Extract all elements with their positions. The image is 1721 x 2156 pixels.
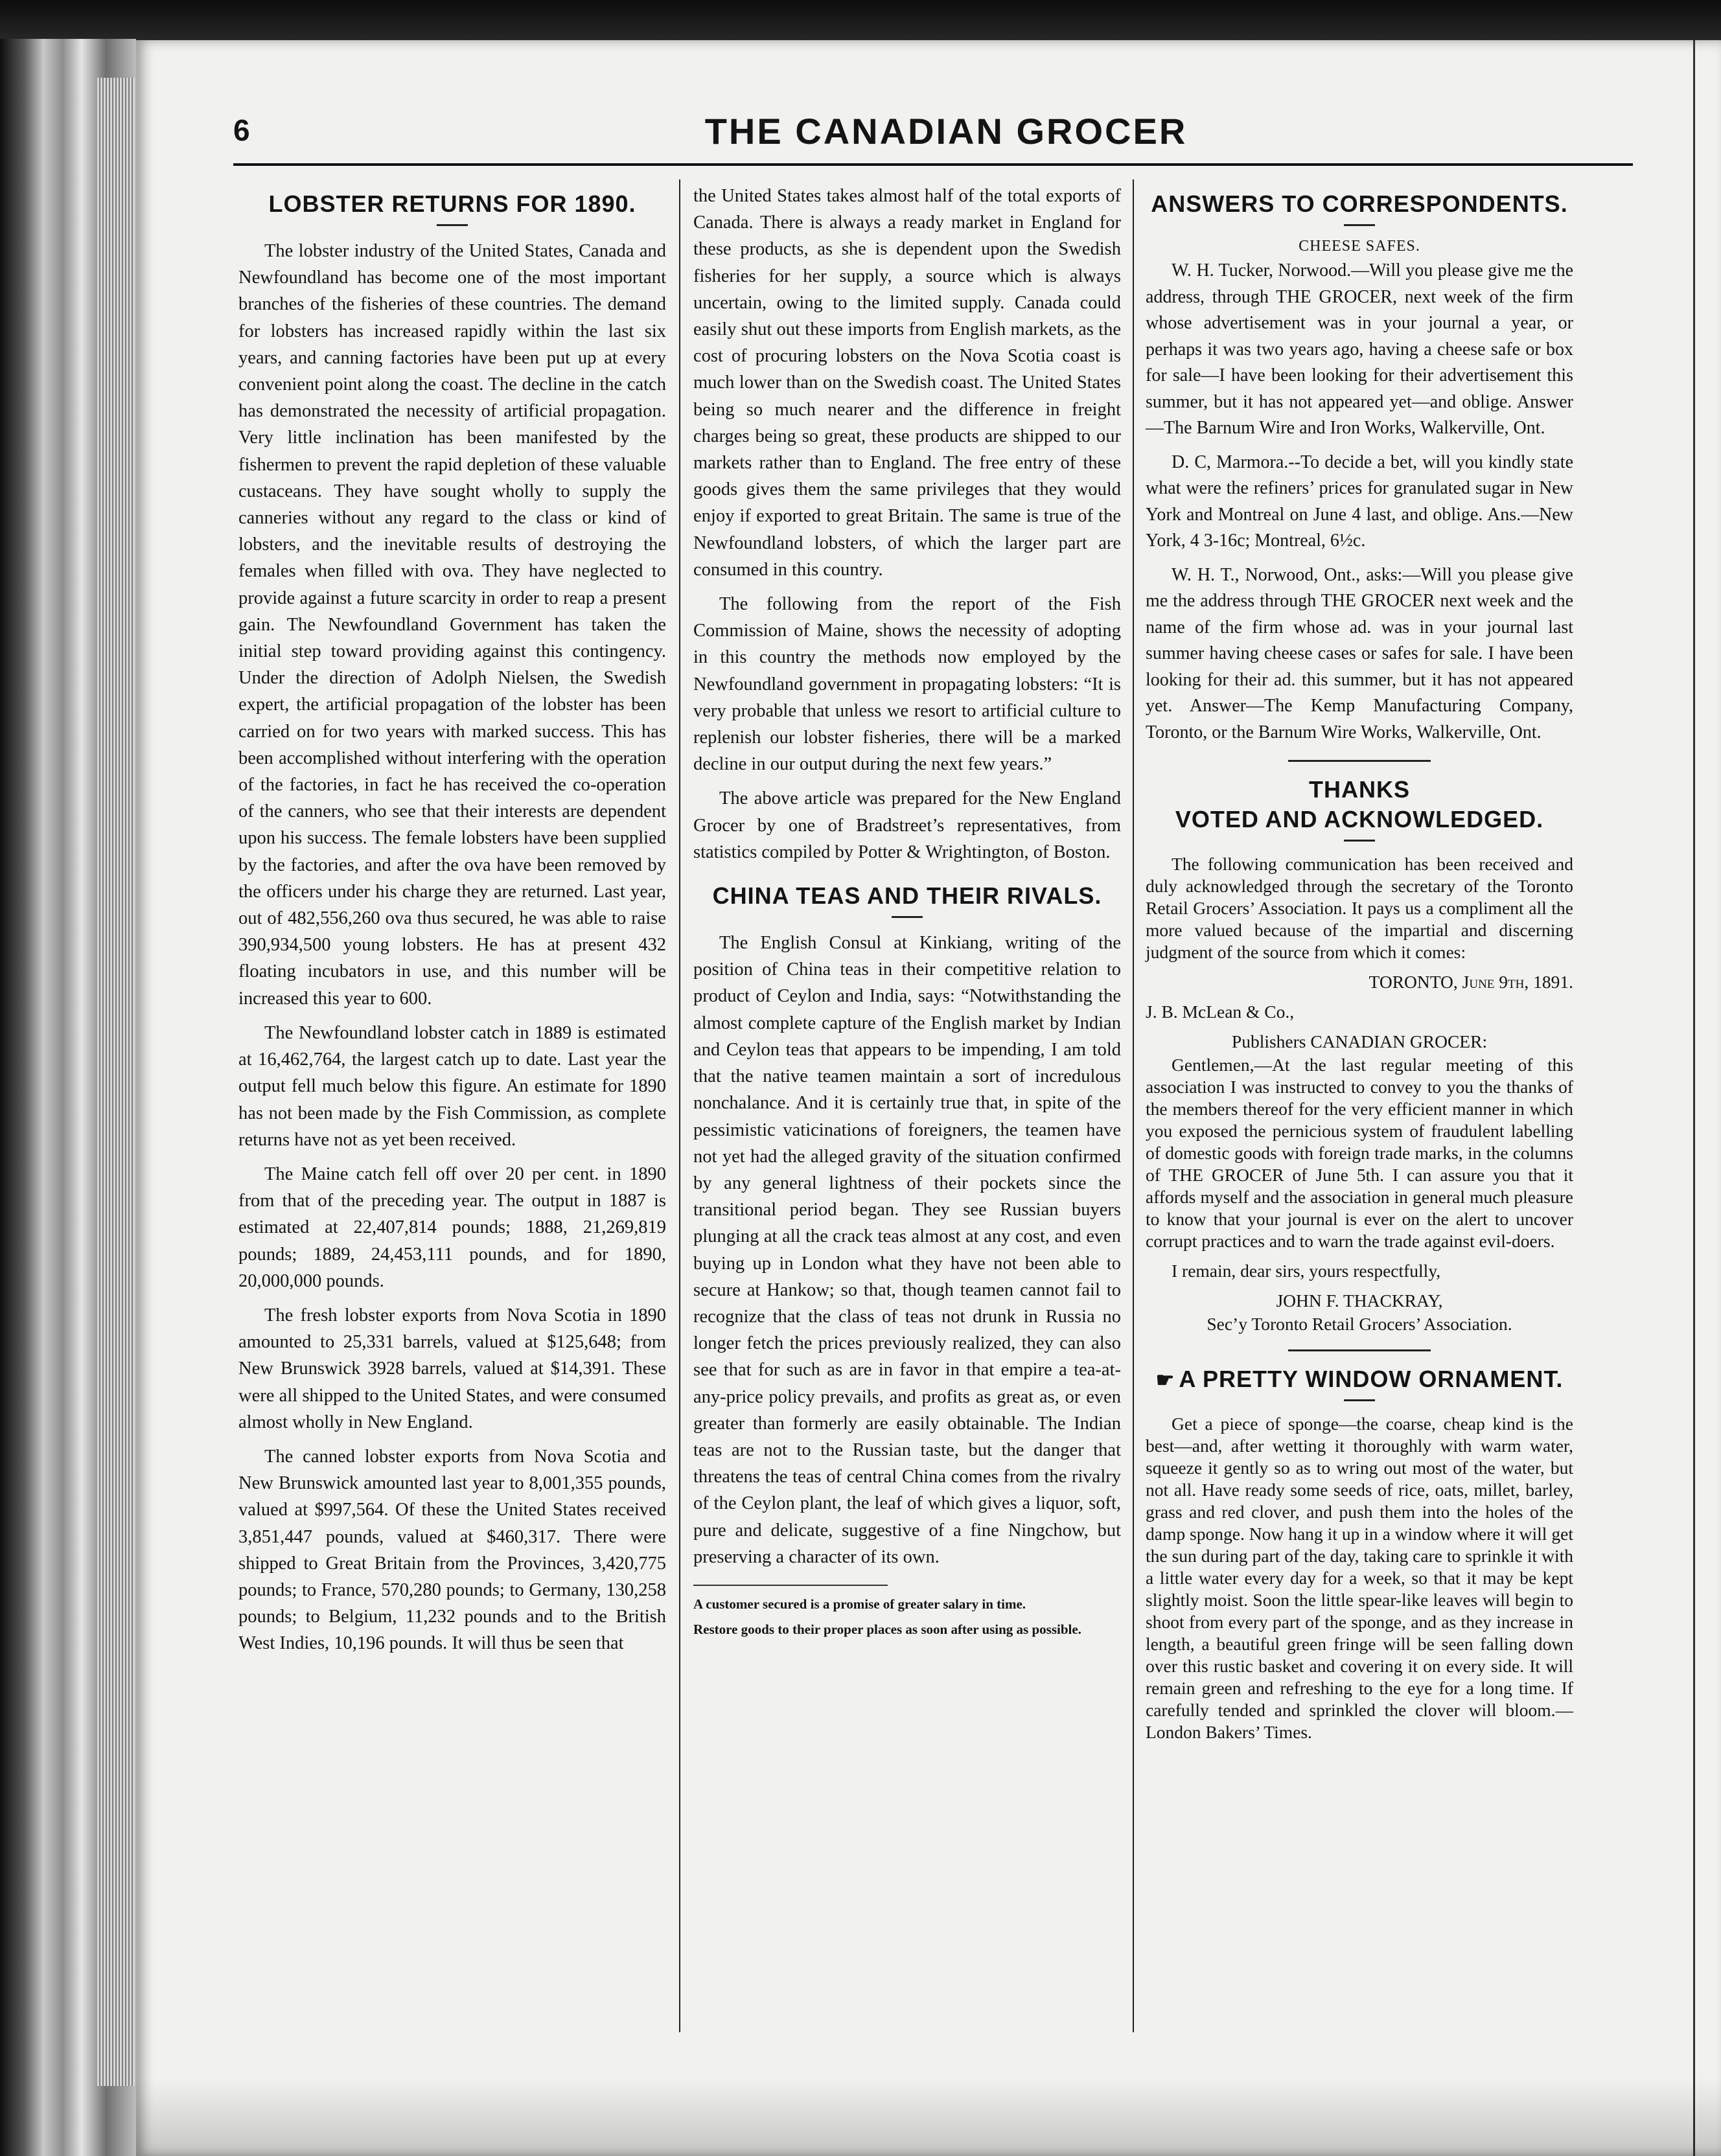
article-title-lobster: LOBSTER RETURNS FOR 1890. bbox=[268, 190, 636, 217]
page-shadow bbox=[136, 2078, 1721, 2156]
article-paragraph: The following communication has been received and duly acknowledged through the secretary of the Toronto Retail Grocers’ Association. It pays us a compliment all the more valued because of the impartial and discerning judgment of the source from which it comes: bbox=[1146, 854, 1573, 962]
article-title-china-teas: CHINA TEAS AND THEIR RIVALS. bbox=[712, 882, 1102, 910]
letter-addressee: J. B. McLean & Co., bbox=[1146, 1002, 1295, 1022]
letter-body: Gentlemen,—At the last regular meeting of this association I was instructed to convey to you the thanks of the members thereof for the very efficient manner in which you exposed the pernicious system of fraudulent labelling of domestic goods with foreign trade marks, in the columns of THE GROCER of June 5th. I can assure you that it affords myself and the association in general much pleasure to know that your journal is ever on the alert to uncover corrupt practices and to warn the trade against evil-doers. bbox=[1146, 1055, 1573, 1251]
masthead-title: THE CANADIAN GROCER bbox=[704, 111, 1188, 152]
scan-border bbox=[0, 0, 1721, 45]
article-paragraph: The following from the report of the Fish Commission of Maine, shows the necessity of adopting in this country the methods now employed by the Newfoundland government in propagating lobsters: “It is very probable that unless we resort to artificial culture to replenish our lobster fisheries, there will be a marked decline in our output during the next few years.” bbox=[693, 594, 1121, 775]
title-dash bbox=[1344, 224, 1375, 226]
title-dash bbox=[1344, 840, 1375, 842]
letter-paragraph: W. H. Tucker, Norwood.—Will you please give me the address, through THE GROCER, next week of the firm whose advertisement was in your journal a year, or perhaps it was two years ago, having a cheese safe or box for sale—I have been looking for their advertisement this summer, but it has not appeared yet—and oblige. Answer—The Barnum Wire and Iron Works, Walkerville, Ont. bbox=[1146, 260, 1573, 438]
page-number: 6 bbox=[233, 113, 250, 147]
article-title-thanks: THANKS bbox=[1309, 776, 1410, 803]
header-rule bbox=[233, 163, 1633, 166]
letter-addressee-line2: Publishers CANADIAN GROCER: bbox=[1231, 1031, 1488, 1051]
title-dash bbox=[437, 224, 468, 226]
page-fold-line bbox=[1693, 40, 1695, 2156]
letter-paragraph: W. H. T., Norwood, Ont., asks:—Will you please give me the address through THE GROCER next week and the name of the firm whose ad. was in your journal last summer having cheese cases or safes for sale. I have been looking for their ad. this summer, but it has not appeared yet. Answer—The Kemp Manufacturing Company, Toronto, or the Barnum Wire Works, Walkerville, Ont. bbox=[1146, 564, 1573, 742]
article-title-answers: ANSWERS TO CORRESPONDENTS. bbox=[1151, 190, 1568, 217]
article-title-thanks-sub: VOTED AND ACKNOWLEDGED. bbox=[1175, 806, 1544, 832]
article-paragraph: The fresh lobster exports from Nova Scotia in 1890 amounted to 25,331 barrels, valued at $125,648; from New Brunswick 3928 barrels, valued at $14,391. These were all shipped to the United States, and were consumed almost wholly in New England. bbox=[238, 1305, 666, 1432]
article-title-window-text: A PRETTY WINDOW ORNAMENT. bbox=[1179, 1366, 1564, 1392]
letter-signature: JOHN F. THACKRAY, bbox=[1276, 1290, 1443, 1311]
section-rule bbox=[1288, 760, 1431, 762]
filler-note: A customer secured is a promise of greater salary in time. bbox=[693, 1596, 1026, 1612]
newspaper-page bbox=[136, 40, 1721, 2156]
title-dash bbox=[1344, 1399, 1375, 1401]
article-paragraph: The Newfoundland lobster catch in 1889 is estimated at 16,462,764, the largest catch up to date. Last year the output fell much below this figure. An estimate for 1890 has not been made by the Fish Commission, as complete returns have not as yet been received. bbox=[238, 1022, 666, 1150]
article-paragraph-continued: the United States takes almost half of the total exports of Canada. There is always a ready market in England for these products, as she is dependent upon the Swedish fisheries for her supply, a source which is always uncertain, owing to the limited supply. Canada could easily shut out these imports from English markets, as the cost of procuring lobsters on the Nova Scotia coast is much lower than on the Swedish coast. The United States being so much nearer and the difference in freight charges being so great, these products are shipped to our markets rather than to England. The free entry of these goods gives them the same privileges that they would enjoy if exported to great Britain. The same is true of the Newfoundland lobsters, of which the larger part are consumed in this country. bbox=[693, 186, 1121, 580]
article-paragraph: The Maine catch fell off over 20 per cent. in 1890 from that of the preceding year. The output in 1887 is estimated at 22,407,814 pounds; 1888, 21,269,819 pounds; 1889, 24,453,111 pounds, and for 1890, 20,000,000 pounds. bbox=[238, 1164, 666, 1291]
letter-closing: I remain, dear sirs, yours respectfully, bbox=[1172, 1261, 1441, 1281]
article-paragraph: The above article was prepared for the New England Grocer by one of Bradstreet’s representatives, from statistics compiled by Potter & Wrightington, of Boston. bbox=[693, 788, 1121, 862]
section-rule bbox=[1288, 1349, 1431, 1351]
column-1 bbox=[238, 183, 666, 1665]
pointing-hand-icon: ☛ bbox=[1155, 1368, 1175, 1392]
letter-signature-title: Sec’y Toronto Retail Grocers’ Association. bbox=[1207, 1314, 1512, 1334]
article-title-window bbox=[1146, 1366, 1573, 1393]
letter-paragraph: D. C, Marmora.--To decide a bet, will you kindly state what were the refiners’ prices for granulated sugar in New York and Montreal on June 4 last, and oblige. Ans.—New York, 4 3-16c; Montreal, 6½c. bbox=[1146, 452, 1573, 551]
article-paragraph: The English Consul at Kinkiang, writing of the position of China teas in their competitive relation to product of Ceylon and India, says: “Notwithstanding the almost complete capture of the English market by Indian and Ceylon teas that appears to be impending, I am told that the native teamen maintain a sort of incredulous nonchalance. And it is certainly true that, in spite of the pessimistic vaticinations of foreigners, the teamen have not yet had the alleged gravity of the situation confirmed by any general lightness of their pockets since the transitional period began. They see Russian buyers plunging at all the crack teas almost at any cost, and even buying up in London what they have not been able to secure at Hankow; so that, though teamen cannot fail to recognize that the class of teas not drunk in Russia no longer fetch the prices previously realized, they can also see that for such as are in favor in that empire a tea-at-any-price policy prevails, and profits as great as, or even greater than formerly are easily obtainable. The Indian teas are not to the Russian taste, but the danger that threatens the teas of central China comes from the rivalry of the Ceylon plant, the leaf of which gives a liquor, soft, pure and delicate, suggestive of a fine Ningchow, but preserving a character of its own. bbox=[693, 933, 1121, 1567]
filler-rule bbox=[693, 1585, 888, 1586]
title-dash bbox=[892, 916, 923, 918]
column-3 bbox=[1146, 183, 1573, 1751]
article-paragraph: The canned lobster exports from Nova Scotia and New Brunswick amounted last year to 8,001,355 pounds, valued at $997,564. Of these the United States received 3,851,447 pounds, valued at $460,317. There were shipped to Great Britain from the Provinces, 3,420,775 pounds; to France, 570,280 pounds; to Germany, 130,258 pounds; to Belgium, 11,232 pounds and to the British West Indies, 10,196 pounds. It will thus be seen that bbox=[238, 1446, 666, 1654]
filler-note: Restore goods to their proper places as soon after using as possible. bbox=[693, 1621, 1081, 1637]
column-divider bbox=[1133, 179, 1134, 2032]
letter-dateline: TORONTO, June 9th, 1891. bbox=[1369, 972, 1573, 992]
section-subtitle: CHEESE SAFES. bbox=[1299, 238, 1420, 255]
article-paragraph: The lobster industry of the United States, Canada and Newfoundland has become one of the most important branches of the fisheries of these countries. The demand for lobsters has increased rapidly within the last six years, and canning factories have been put up at every convenient point along the coast. The decline in the catch has demonstrated the necessity of artificial propagation. Very little inclination has been manifested by the fishermen to prevent the rapid depletion of these valuable custaceans. They have sought wholly to supply the canneries without any regard to the class or kind of lobsters, and the inevitable results of destroying the females when filled with ova. They have neglected to provide against a future scarcity in order to reap a present gain. The Newfoundland Government has taken the initial step toward providing against this contingency. Under the direction of Adolph Nielsen, the Swedish expert, the artificial propagation of the lobster has been carried on for two years with marked success. This has been accomplished without interfering with the operation of the factories, in fact he has received the co-operation of the canners, who see that their interests are dependent upon his success. The female lobsters have been supplied by the factories, and after the ova have been removed by the officers under his charge they are returned. Last year, out of 482,556,260 ova thus secured, he was able to raise 390,934,500 young lobsters. He has at present 432 floating incubators in use, and this number will be increased this year to 600. bbox=[238, 241, 666, 1009]
article-paragraph: Get a piece of sponge—the coarse, cheap kind is the best—and, after wetting it thoroughly with warm water, squeeze it gently so as to wring out most of the water, but not all. Have ready some seeds of rice, oats, millet, barley, grass and red clover, and push them into the holes of the damp sponge. Now hang it up in a window where it will get the sun during part of the day, taking care to sprinkle it with a little water every day for a week, so that it may be kept slightly moist. Soon the little spear-like leaves will begin to shoot from every part of the sponge, and as they increase in length, a beautiful green fringe will be seen falling down over this rustic basket and covering it on every side. It will remain green and refreshing to the eye for a long time. If carefully tended and sprinkled the clover will bloom.—London Bakers’ Times. bbox=[1146, 1414, 1573, 1742]
column-2 bbox=[693, 183, 1121, 1647]
page-stack-edge bbox=[97, 78, 135, 2086]
column-divider bbox=[679, 179, 680, 2032]
